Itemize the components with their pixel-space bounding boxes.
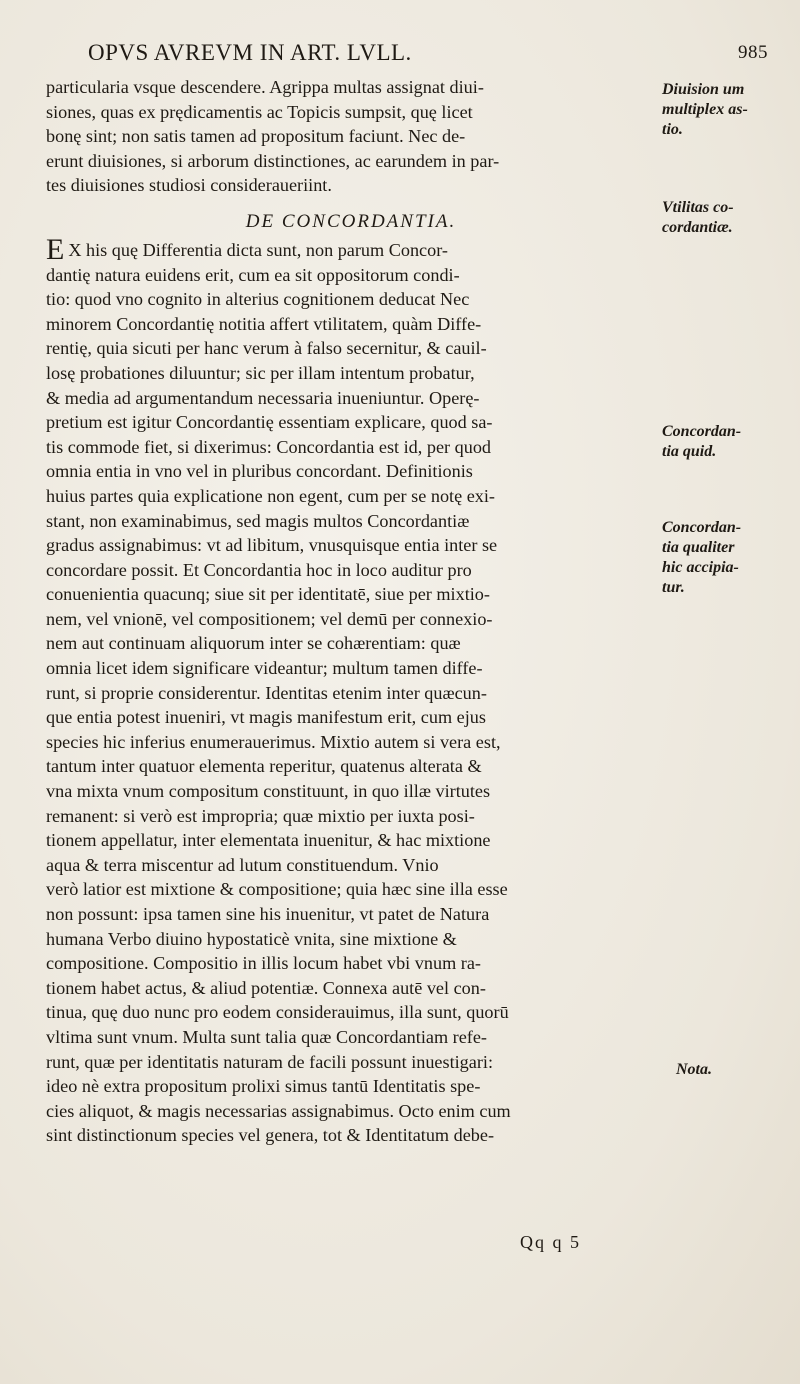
text-line: vna mixta vnum compositum constituunt, in quo illæ virtutes xyxy=(46,781,491,802)
text-line: species hic inferius enumerauerimus. Mixtio autem si vera est, xyxy=(46,731,501,752)
text-line: tis commode fiet, si dixerimus: Concordantia est id, per quod xyxy=(46,436,492,457)
section-heading: DE CONCORDANTIA. xyxy=(245,210,457,232)
text-line: verò latior est mixtione & compositione; quia hæc sine illa esse xyxy=(46,879,508,900)
text-line: compositione. Compositio in illis locum habet vbi vnum ra- xyxy=(46,953,481,974)
text-line: remanent: si verò est impropria; quæ mixtio per iuxta posi- xyxy=(46,805,475,826)
text-line: sint distinctionum species vel genera, tot & Identitatum debe- xyxy=(46,1125,495,1146)
marginal-note-nota xyxy=(676,1060,712,1080)
text-line-first xyxy=(46,238,656,263)
page-number: 985 xyxy=(738,42,768,63)
text-line: gradus assignabimus: vt ad libitum, vnusquisque entia inter se xyxy=(46,535,498,556)
text-line: conuenientia quacunq; siue sit per identitatē, siue per mixtio- xyxy=(46,584,490,605)
text-line: & media ad argumentandum necessaria inueniuntur. Operę- xyxy=(46,387,480,408)
text-line: nem aut continuam aliquorum inter se cohærentiam: quæ xyxy=(46,633,461,654)
text-line: tionem habet actus, & aliud potentiæ. Connexa autē vel con- xyxy=(46,977,486,998)
text-line: stant, non examinabimus, sed magis multos Concordantiæ xyxy=(46,510,470,531)
text-line: losę probationes diluuntur; sic per illam intentum probatur, xyxy=(46,362,475,383)
margin-line: cordantiæ. xyxy=(662,219,733,236)
text-line: tio: quod vno cognito in alterius cognitionem deducat Nec xyxy=(46,289,470,310)
marginal-note-diuision xyxy=(662,80,748,140)
marginal-note-concordantia-qualiter xyxy=(662,518,741,598)
text-line: bonę sint; non satis tamen ad propositum faciunt. Nec de- xyxy=(46,126,466,147)
margin-line: tur. xyxy=(662,579,685,596)
text-line: nem, vel vnionē, vel compositionem; vel demū per connexio- xyxy=(46,608,493,629)
margin-line: tio. xyxy=(662,121,683,138)
text-line: runt, quæ per identitatis naturam de facili possunt inuestigari: xyxy=(46,1051,494,1072)
margin-line: tia quid. xyxy=(662,443,717,460)
text-line: X his quę Differentia dicta sunt, non parum Concor- xyxy=(68,239,448,260)
text-line: tinua, quę duo nunc pro eodem considerauimus, illa sunt, quorū xyxy=(46,1002,509,1023)
margin-line: Vtilitas co- xyxy=(662,199,734,216)
margin-line: Concordan- xyxy=(662,423,742,440)
drop-cap: E xyxy=(46,237,65,263)
text-line: que entia potest inueniri, vt magis manifestum erit, cum ejus xyxy=(46,707,486,728)
signature-mark: Qq q 5 xyxy=(520,1232,581,1252)
margin-line: multiplex as- xyxy=(662,101,748,118)
marginal-note-concordantia-quid xyxy=(662,422,741,462)
margin-line: Concordan- xyxy=(662,519,742,536)
body-text xyxy=(46,75,656,1148)
running-header xyxy=(88,40,768,70)
margin-line: Nota. xyxy=(676,1061,712,1078)
text-line: siones, quas ex prędicamentis ac Topicis sumpsit, quę licet xyxy=(46,101,473,122)
text-line: concordare possit. Et Concordantia hoc in loco auditur pro xyxy=(46,559,472,580)
text-line: pretium est igitur Concordantię essentiam explicare, quod sa- xyxy=(46,412,493,433)
text-line: omnia entia in vno vel in pluribus concordant. Definitionis xyxy=(46,461,473,482)
margin-line: Diuision um xyxy=(662,81,745,98)
text-line: humana Verbo diuino hypostaticè vnita, sine mixtione & xyxy=(46,928,457,949)
running-title: OPVS AVREVM IN ART. LVLL. xyxy=(88,40,412,65)
margin-line: hic accipia- xyxy=(662,559,739,576)
text-line: dantię natura euidens erit, cum ea sit oppositorum condi- xyxy=(46,264,460,285)
text-line: tantum inter quatuor elementa reperitur, quatenus alterata & xyxy=(46,756,482,777)
text-line: cies aliquot, & magis necessarias assignabimus. Octo enim cum xyxy=(46,1100,511,1121)
text-line: omnia licet idem significare videantur; multum tamen diffe- xyxy=(46,658,483,679)
text-line: erunt diuisiones, si arborum distinctiones, ac earundem in par- xyxy=(46,150,500,171)
text-line: tes diuisiones studiosi consideraueriint. xyxy=(46,175,332,196)
text-line: non possunt: ipsa tamen sine his inuenitur, vt patet de Natura xyxy=(46,904,490,924)
text-line: rentię, quia sicuti per hanc verum à falso secernitur, & cauil- xyxy=(46,338,487,359)
text-line: tionem appellatur, inter elementata inuenitur, & hac mixtione xyxy=(46,830,491,851)
marginal-note-vtilitas xyxy=(662,198,734,238)
text-line: particularia vsque descendere. Agrippa multas assignat diui- xyxy=(46,77,484,97)
text-line: vltima sunt vnum. Multa sunt talia quæ Concordantiam refe- xyxy=(46,1026,487,1047)
text-line: minorem Concordantię notitia affert vtilitatem, quàm Diffe- xyxy=(46,313,482,334)
text-line: ideo nè extra propositum prolixi simus tantū Identitatis spe- xyxy=(46,1076,481,1097)
text-line: aqua & terra miscentur ad lutum constituendum. Vnio xyxy=(46,854,439,875)
text-line: huius partes quia explicatione non egent, cum per se notę exi- xyxy=(46,485,495,506)
text-line: runt, si proprie considerentur. Identitas etenim inter quæcun- xyxy=(46,682,487,703)
margin-line: tia qualiter xyxy=(662,539,735,556)
